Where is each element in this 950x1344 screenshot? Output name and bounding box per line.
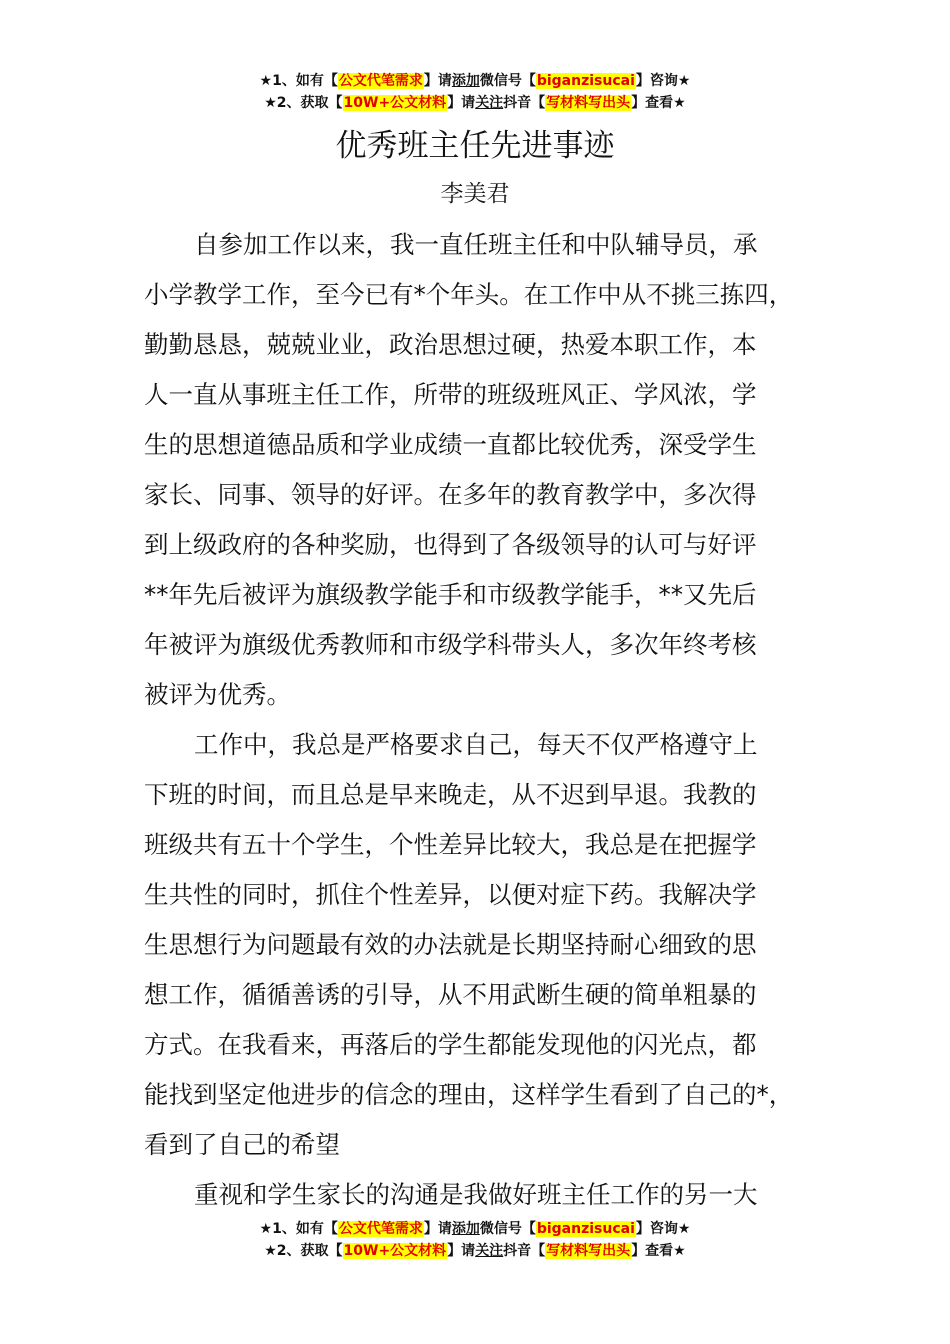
text-line: 方式。在我看来，再落后的学生都能发现他的闪光点，都 [144, 1030, 757, 1059]
text-line: 家长、同事、领导的好评。在多年的教育教学中，多次得 [144, 480, 757, 509]
banner-text: ★1、如有【 [259, 73, 338, 89]
banner-text: 】请 [447, 1243, 476, 1259]
text-line: 工作中，我总是严格要求自己，每天不仅严格遵守上 [194, 730, 758, 759]
text-line: 班级共有五十个学生，个性差异比较大，我总是在把握学 [144, 830, 757, 859]
text-line: 年被评为旗级优秀教师和市级学科带头人，多次年终考核 [144, 630, 757, 659]
text-line: **年先后被评为旗级教学能手和市级教学能手，**又先后 [144, 580, 757, 609]
banner-line-1 [0, 1218, 950, 1240]
text-line: 勤勤恳恳，兢兢业业，政治思想过硬，热爱本职工作，本 [144, 330, 757, 359]
banner-text: 】咨询★ [635, 73, 691, 89]
banner-text: 】请 [423, 1221, 452, 1237]
banner-underline: 添加 [451, 1221, 480, 1237]
banner-highlight: 公文代笔需求 [338, 73, 423, 89]
footer-banner [0, 1218, 950, 1262]
text-line: 人一直从事班主任工作，所带的班级班风正、学风浓，学 [144, 380, 757, 409]
banner-line-2 [0, 92, 950, 114]
banner-underline: 关注 [475, 95, 504, 111]
banner-text: 】请 [423, 73, 452, 89]
banner-line-2 [0, 1240, 950, 1262]
banner-text: 】请 [447, 95, 476, 111]
banner-text: 】查看★ [631, 1243, 686, 1259]
text-line: 能找到坚定他进步的信念的理由，这样学生看到了自己的*， [144, 1080, 794, 1109]
banner-highlight: 10W+公文材料 [343, 1243, 447, 1259]
text-line: 想工作，循循善诱的引导，从不用武断生硬的简单粗暴的 [144, 980, 757, 1009]
document-title: 优秀班主任先进事迹 [335, 128, 615, 164]
banner-text: 】咨询★ [635, 1221, 691, 1237]
text-line: 生的思想道德品质和学业成绩一直都比较优秀，深受学生 [144, 430, 757, 459]
banner-text: 抖音【 [503, 1243, 546, 1259]
header-banner [0, 70, 950, 114]
banner-douyin-name: 写材料写出头 [546, 1243, 631, 1259]
banner-highlight: 公文代笔需求 [338, 1221, 423, 1237]
banner-text: 微信号【 [479, 1221, 536, 1237]
document-body [144, 220, 834, 1220]
text-line: 小学教学工作，至今已有*个年头。在工作中从不挑三拣四， [144, 280, 794, 309]
banner-underline: 添加 [451, 73, 480, 89]
text-line: 生思想行为问题最有效的办法就是长期坚持耐心细致的思 [144, 930, 757, 959]
banner-text: 微信号【 [479, 73, 536, 89]
text-line: 自参加工作以来，我一直任班主任和中队辅导员，承 [194, 230, 758, 259]
banner-douyin-name: 写材料写出头 [546, 95, 631, 111]
text-line: 到上级政府的各种奖励，也得到了各级领导的认可与好评 [144, 530, 757, 559]
text-line: 重视和学生家长的沟通是我做好班主任工作的另一大 [194, 1180, 758, 1209]
banner-text: 抖音【 [503, 95, 546, 111]
banner-highlight: 10W+公文材料 [343, 95, 447, 111]
banner-wechat-id: biganzisucai [536, 1221, 635, 1237]
banner-underline: 关注 [475, 1243, 504, 1259]
banner-text: ★2、获取【 [264, 1243, 343, 1259]
banner-wechat-id: biganzisucai [536, 73, 635, 89]
banner-text: 】查看★ [631, 95, 686, 111]
text-line: 看到了自己的希望 [144, 1130, 340, 1159]
text-line: 被评为优秀。 [144, 680, 291, 709]
document-author: 李美君 [440, 181, 510, 207]
banner-text: ★2、获取【 [264, 95, 343, 111]
banner-text: ★1、如有【 [259, 1221, 338, 1237]
banner-line-1 [0, 70, 950, 92]
text-line: 生共性的同时，抓住个性差异，以便对症下药。我解决学 [144, 880, 757, 909]
text-line: 下班的时间，而且总是早来晚走，从不迟到早退。我教的 [144, 780, 757, 809]
